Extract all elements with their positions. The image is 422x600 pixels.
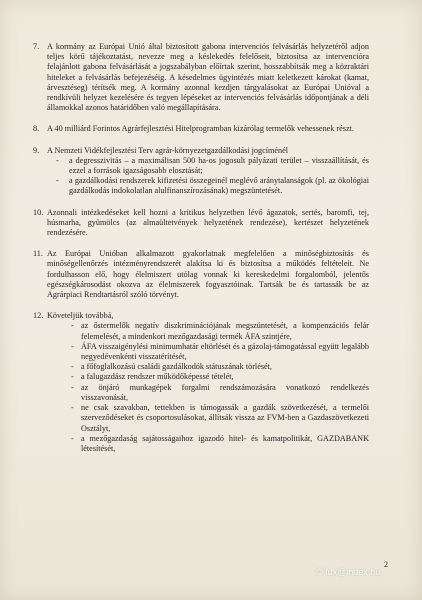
dash-marker: - bbox=[71, 362, 74, 372]
list-item bbox=[33, 208, 369, 239]
sub-item-text: a degresszivitás – a maximálisan 500 ha-os jogosult pályázati terület – visszaállítását, és ezzel a források igazságosabb elosztását; bbox=[69, 155, 369, 176]
sub-item bbox=[47, 156, 369, 176]
dash-marker: - bbox=[71, 372, 74, 382]
dash-marker: - bbox=[71, 341, 74, 351]
sub-item bbox=[47, 176, 369, 196]
sub-item bbox=[47, 383, 369, 403]
sub-item-text: az önjáró munkagépek forgalmi rendszámozására vonatkozó rendelkezés visszavonását, bbox=[81, 382, 369, 402]
dash-marker: - bbox=[71, 321, 74, 331]
list-item bbox=[33, 42, 369, 113]
sub-item-text: az őstermelők negatív diszkriminációjának megszüntetését, a kompenzációs felár felemelését, a mindenkori mezőgazdasági termék ÁFA szintjére, bbox=[81, 321, 369, 341]
list-item bbox=[33, 124, 369, 134]
dash-marker: - bbox=[56, 155, 59, 165]
dash-marker: - bbox=[71, 403, 74, 413]
sub-item bbox=[47, 434, 369, 454]
list-item bbox=[33, 146, 369, 197]
item-number: 9. bbox=[33, 145, 40, 155]
item-number: 11. bbox=[33, 249, 43, 259]
page-number: 2 bbox=[384, 560, 388, 569]
sub-item bbox=[47, 372, 369, 382]
sub-item-text: a főfoglalkozású családi gazdálkodók státuszának törlését, bbox=[81, 362, 272, 372]
sub-item-text: a mezőgazdaság sajátosságaihoz igazodó hitel- és kamatpolitikát, GAZDABANK létesítését, bbox=[81, 433, 369, 453]
dash-marker: - bbox=[56, 176, 59, 186]
watermark: © fux@index.hu bbox=[316, 567, 381, 577]
item-text: Azonnali intézkedéseket kell hozni a kritikus helyzetben lévő ágazatok, sertés, baromfi, tej, húsmarha, gyümölcs (az almaültetvények helyzetének rendezése), kertészet helyzetének rendezésére. bbox=[47, 207, 369, 238]
sub-item bbox=[47, 403, 369, 434]
sub-item bbox=[47, 362, 369, 372]
list-item bbox=[33, 311, 369, 454]
sub-item bbox=[47, 321, 369, 341]
item-text: Az Európai Unióban alkalmazott gyakorlatnak megfelelően a minőségbiztosítás és minőségellenőrzés intézményrendszerét alakítsa ki és biztosítsa a működés feltételeit. Ne fordulhasson elő, hogy élelmiszert utólag vonnak ki kereskedelmi forgalomból, jelentős egészségkárosodást okozva az élelmiszerek fogyasztóinak. Tartsák be és tartassák be az Agrárpiaci Rendtartásról szóló törvényt. bbox=[47, 249, 369, 300]
sub-item-text: ÁFA visszaigénylési minimumhatár eltörlését és a gázolaj-támogatással együtt legalább negyedévenkénti visszatérítését, bbox=[81, 341, 369, 362]
item-intro: Követeljük továbbá, bbox=[47, 311, 114, 321]
item-text: A kormány az Európai Unió által biztosított gabona intervenciós felvásárlás helyzetéről adjon teljes körű tájékoztatást, nevezze meg a késlekedés felelőseit, biztosítsa az intervencióra felajánlott gabona felvásárlását a jogszabályban előírtak szerint, hosszabbítsák meg a közraktári hiteleket a felvásárlás befejezéséig. A késedelmes ügyintézés miatt keletkezett károkat (kamat, árvesztéseg) térítsék meg. A kormány azonnal kezdjen tárgyalásokat az Európai Unióval a rendkívüli helyzet kezelésére és tegyen lépéseket az intervenciós felvásárlás időpontjának a déli államokkal azonos határidőben való megállapítására. bbox=[47, 42, 369, 113]
sub-item-text: ne csak szavakban, tettekben is támogassák a gazdák szövetkezését, a termelői szerveződéseket és csoportosulásokat, állítsák vissza az FVM-ben a Gazdaszövetkezeti Osztályt, bbox=[81, 403, 369, 433]
sub-item-text: a falugazdász rendszer működőképessé tételét, bbox=[81, 372, 234, 382]
sub-item-text: a gazdálkodási rendszerek kifizetési összegeinél meglévő aránytalanságok (pl. az ökológiai gazdálkodás indokolatlan alulfinanszírozásának) megszüntetését. bbox=[69, 176, 369, 196]
sub-item bbox=[47, 342, 369, 362]
dash-marker: - bbox=[71, 433, 74, 443]
item-number: 12. bbox=[33, 311, 44, 321]
list-item bbox=[33, 249, 369, 300]
item-number: 8. bbox=[33, 124, 40, 134]
item-text: A 40 milliárd Forintos Agrárfejlesztési Hitelprogramban kizárólag termelők vehessenek részt. bbox=[47, 124, 354, 134]
item-number: 7. bbox=[33, 42, 40, 51]
item-intro: A Nemzeti Vidékfejlesztési Terv agrár-környezetgazdálkodási jogcíménél bbox=[47, 145, 289, 155]
document-body bbox=[33, 42, 369, 465]
item-number: 10. bbox=[33, 207, 44, 217]
dash-marker: - bbox=[71, 382, 74, 392]
